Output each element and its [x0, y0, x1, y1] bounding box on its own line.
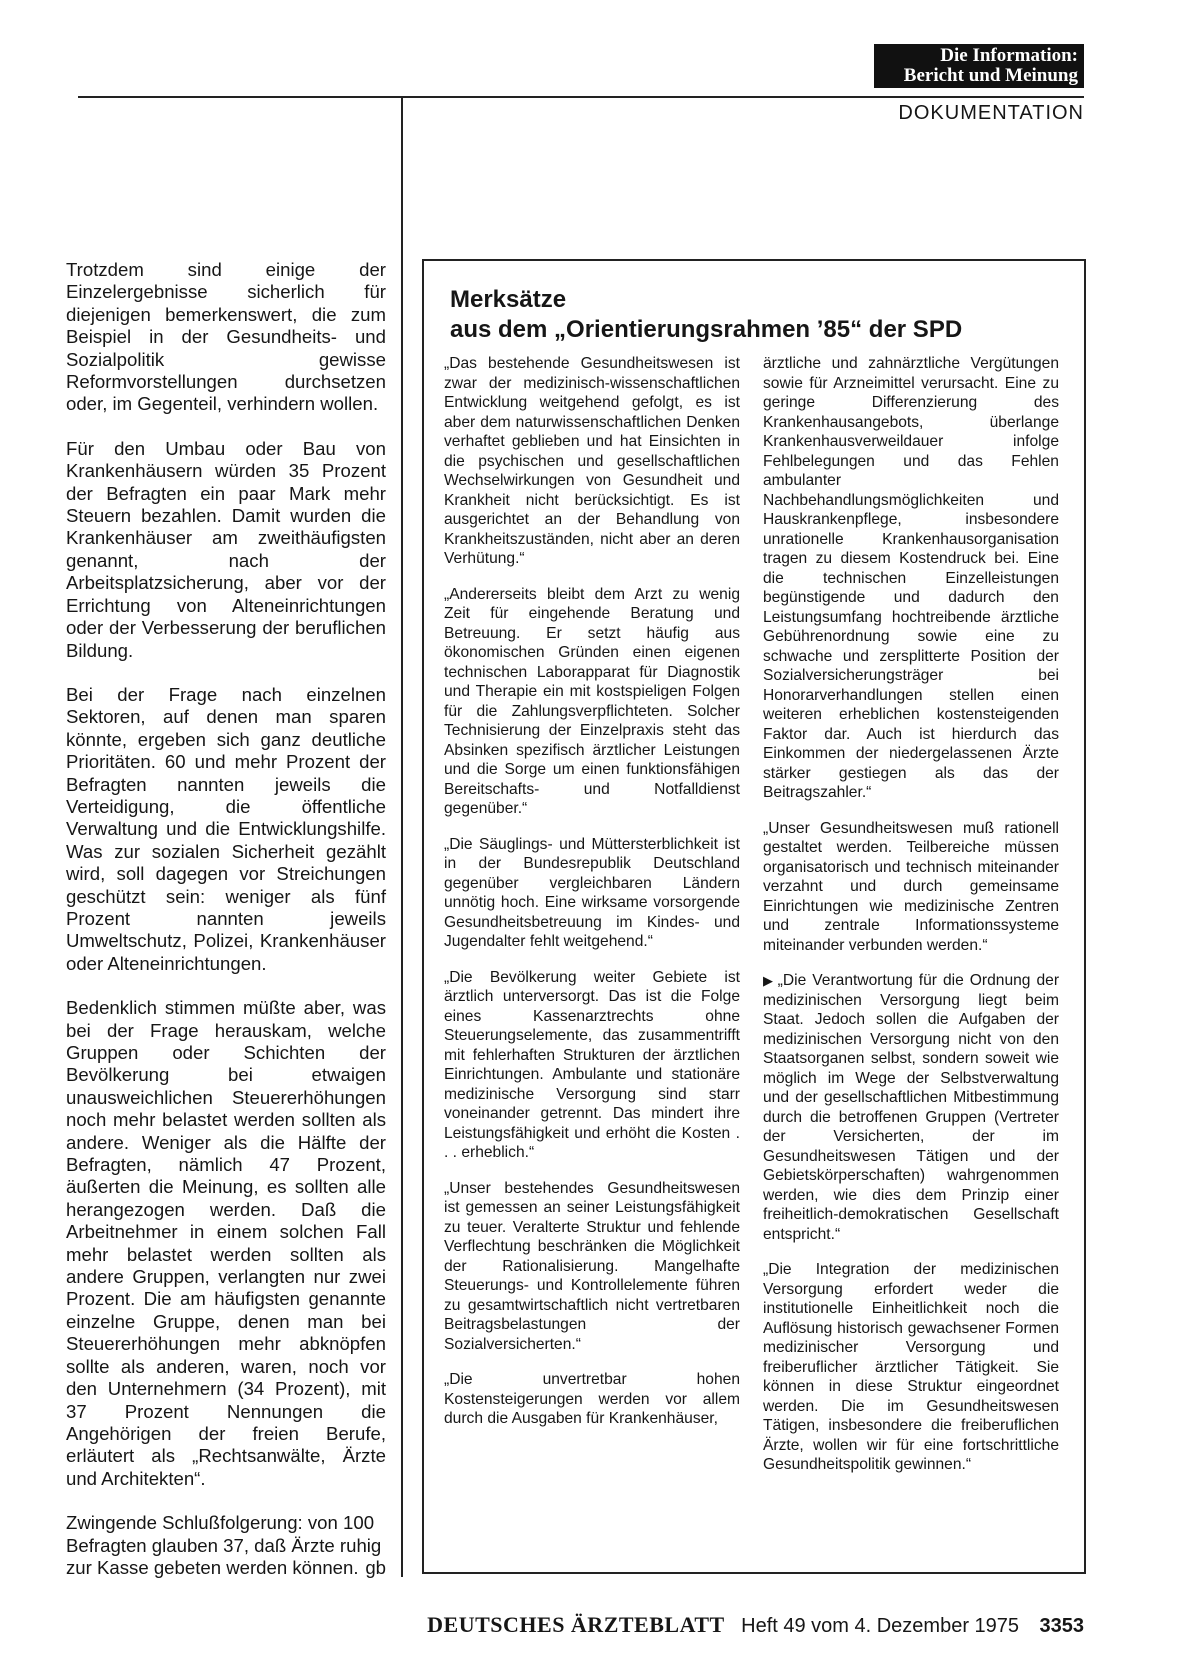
author-signature: gb: [365, 1556, 386, 1578]
article-paragraph: Für den Umbau oder Bau von Krankenhäusern würden 35 Prozent der Befragten ein paar Mark mehr Steuern bezahlen. Damit wurden die Krankenhäuser am zweithäufigsten genannt, nach der Arbeitsplatzsicherung, aber vor der Errichtung von Alteneinrichtungen oder der Verbesserung der beruflichen Bildung.: [66, 437, 386, 661]
article-paragraph: Bedenklich stimmen müßte aber, was bei der Frage herauskam, welche Gruppen oder Schichten der Bevölkerung bei etwaigen unausweichlichen Steuererhöhungen noch mehr belastet werden sollten als andere. Weniger als die Hälfte der Befragten, nämlich 47 Prozent, äußerten die Meinung, es sollten alle herangezogen werden. Daß die Arbeitnehmer in einem solchen Fall mehr belastet werden sollten als andere Gruppen, verlangten nur zwei Prozent. Die am häufigsten genannte einzelne Gruppe, denen man bei Steuererhöhungen mehr abknöpfen sollte als anderen, waren, noch vor den Unternehmern (34 Prozent), mit 37 Prozent Nennungen die Angehörigen der freien Berufe, erläutert als „Rechtsanwälte, Ärzte und Architekten“.: [66, 997, 386, 1489]
arrow-right-icon: ▶: [763, 973, 775, 988]
article-column: [66, 259, 386, 1579]
quote-paragraph: „Die Säuglings- und Müttersterblichkeit ist in der Bundesrepublik Deutschland gegenüber vergleichbaren Ländern unnötig hoch. Eine wirksame vorsorgende Gesundheitsbetreuung im Kindes- und Jugendalter fehlt weitgehend.“: [444, 835, 740, 950]
quote-paragraph: „Das bestehende Gesundheitswesen ist zwar der medizinisch-wissenschaftlichen Entwicklung weitgehend gefolgt, es ist aber dem naturwissenschaftlichen Denken verhaftet geblieben und hat Einsichten in die psychischen und gesellschaftlichen Wechselwirkungen von Gesundheit und Krankheit nicht berücksichtigt. Es ist ausgerichtet an der Behandlung von Krankheitszuständen, nicht aber an deren Verhütung.“: [444, 355, 740, 567]
box-title: [450, 285, 962, 345]
quote-paragraph: „Andererseits bleibt dem Arzt zu wenig Zeit für eingehende Beratung und Betreuung. Er setzt häufig aus ökonomischen Gründen einen eigenen technischen Laborapparat für Diagnostik und Therapie ein mit kostspieligen Folgen für die Zahlungsverpflichteten. Solcher Technisierung der Einzelpraxis steht das Absinken spezifisch ärztlicher Leistungen und die Sorge um einen funktionsfähigen Bereitschafts- und Notfalldienst gegenüber.“: [444, 585, 740, 817]
article-paragraph: Bei der Frage nach einzelnen Sektoren, auf denen man sparen könnte, ergeben sich ganz deutliche Prioritäten. 60 und mehr Prozent der Befragten nannten jeweils die Verteidigung, die öffentliche Verwaltung und die Entwicklungshilfe. Was zur sozialen Sicherheit gezählt wird, soll dagegen vor Streichungen geschützt sein: weniger als fünf Prozent nannten jeweils Umweltschutz, Polizei, Krankenhäuser oder Alteneinrichtungen.: [66, 683, 386, 974]
conclusion-text: Zwingende Schlußfolgerung: von 100 Befragten glauben 37, daß Ärzte ruhig zur Kasse gebeten werden können.: [66, 1512, 382, 1578]
quote-paragraph-highlighted: [763, 971, 1059, 1244]
page-number: 3353: [1039, 1615, 1084, 1637]
section-badge: [874, 44, 1084, 88]
quote-paragraph: „Die unvertretbar hohen Kostensteigerungen werden vor allem durch die Ausgaben für Krankenhäuser,: [444, 1371, 740, 1427]
box-title-line-2: aus dem „Orientierungsrahmen ’85“ der SPD: [450, 316, 963, 343]
page-footer: [427, 1612, 1084, 1638]
column-divider: [401, 97, 403, 1577]
article-conclusion: [66, 1512, 386, 1579]
quote-paragraph: „Unser bestehendes Gesundheitswesen ist gemessen an seiner Leistungsfähigkeit zu teuer. Veralterte Struktur und fehlende Verflechtung beschränken die Möglichkeit der Rationalisierung. Mangelhafte Steuerungs- und Kontrollelemente führen zu gesamtwirtschaftlich nicht vertretbaren Beitragsbelastungen der Sozialversicherten.“: [444, 1179, 740, 1353]
quote-paragraph: „Die Integration der medizinischen Versorgung erfordert weder die institutionelle Einheitlichkeit noch die Auflösung historisch gewachsener Formen medizinischer Versorgung und freiberuflicher ärztlicher Tätigkeit. Sie können in diese Struktur eingeordnet werden. Die im Gesundheitswesen Tätigen, insbesondere die freiberuflichen Ärzte, wollen wir für eine fortschrittliche Gesundheitspolitik gewinnen.“: [763, 1261, 1059, 1473]
quotes-column-right: [763, 354, 1059, 1491]
issue-info: Heft 49 vom 4. Dezember 1975: [741, 1615, 1020, 1637]
quotes-column-left: [444, 354, 740, 1445]
header-rule: [78, 96, 1084, 98]
article-paragraph: Trotzdem sind einige der Einzelergebnisse sicherlich für diejenigen bemerkenswert, die zum Beispiel in der Gesundheits- und Sozialpolitik gewisse Reformvorstellungen durchsetzen oder, im Gegenteil, verhindern wollen.: [66, 259, 386, 415]
quotes-box: [422, 259, 1086, 1574]
section-label: DOKUMENTATION: [898, 102, 1084, 124]
journal-name: DEUTSCHES ÄRZTEBLATT: [427, 1612, 725, 1637]
badge-line-2: Bericht und Meinung: [903, 65, 1078, 86]
quote-paragraph: „Unser Gesundheitswesen muß rationell gestaltet werden. Teilbereiche müssen organisatorisch und technisch miteinander verzahnt und durch gemeinsame Einrichtungen wie medizinische Zentren und zentrale Informationssysteme miteinander verbunden werden.“: [763, 819, 1059, 954]
box-title-line-1: Merksätze: [450, 286, 567, 313]
badge-line-1: Die Information:: [940, 45, 1078, 66]
quote-paragraph: „Die Bevölkerung weiter Gebiete ist ärztlich unterversorgt. Das ist die Folge eines Kassenarztrechts ohne Steuerungselemente, das zusammentrifft mit fehlerhaften Strukturen der ärztlichen Einrichtungen. Ambulante und stationäre medizinische Versorgung sind starr voneinander getrennt. Das mindert ihre Leistungsfähigkeit und erhöht die Kosten . . . erheblich.“: [444, 968, 740, 1161]
quote-text: „Die Verantwortung für die Ordnung der medizinischen Versorgung liegt beim Staat. Jedoch sollen die Aufgaben der medizinischen Versorgung nicht von den Staatsorganen selbst, sondern soweit wie möglich im Wege der Selbstverwaltung und der gesellschaftlichen Mitbestimmung durch die betroffenen Gruppen (Vertreter der Versicherten, der im Gesundheitswesen Tätigen und der Gebietskörperschaften) wahrgenommen werden, wie dies dem Prinzip einer freiheitlich-demokratischen Gesellschaft entspricht.“: [763, 972, 1060, 1243]
quote-paragraph: ärztliche und zahnärztliche Vergütungen sowie für Arzneimittel verursacht. Eine zu geringe Differenzierung des Krankenhausangebots, überlange Krankenhausverweildauer infolge Fehlbelegungen und das Fehlen ambulanter Nachbehandlungsmöglichkeiten und Hauskrankenpflege, insbesondere unrationelle Krankenhausorganisation tragen zu diesem Kostendruck bei. Eine die technischen Einzelleistungen begünstigende und dadurch den Leistungsumfang hochtreibende ärztliche Gebührenordnung sowie eine zu schwache und zersplitterte Position der Sozialversicherungsträger bei Honorarverhandlungen stellen einen weiteren erheblichen kostensteigenden Faktor dar. Auch ist hierdurch das Einkommen der niedergelassenen Ärzte stärker gestiegen als das der Beitragszahler.“: [763, 355, 1059, 801]
